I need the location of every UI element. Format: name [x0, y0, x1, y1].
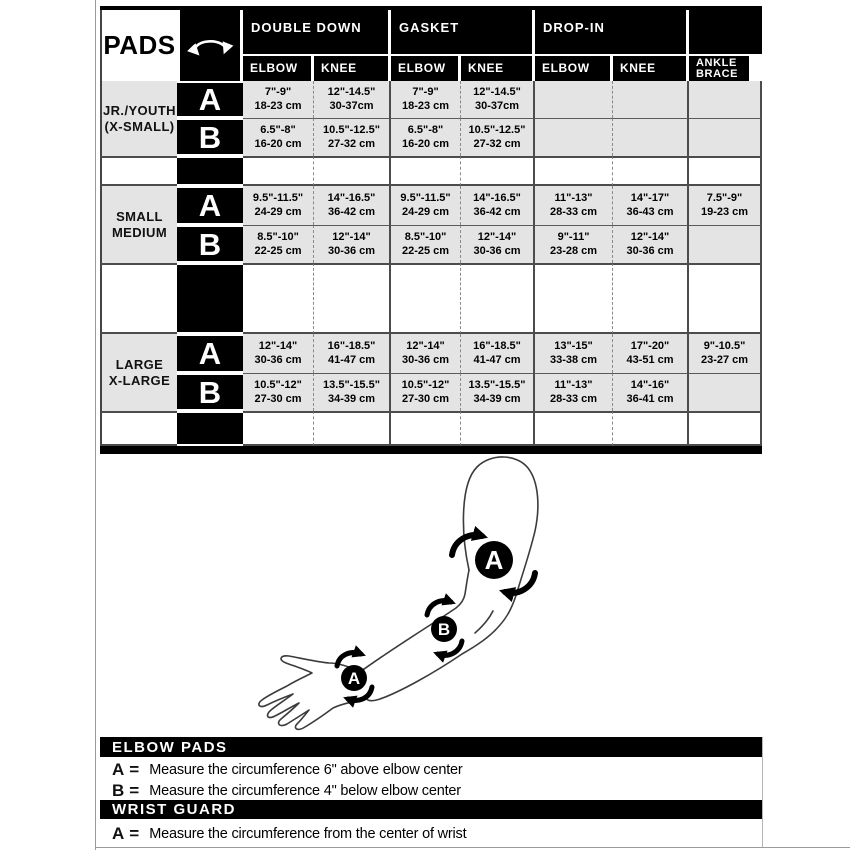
pads-sizing-table	[100, 6, 762, 454]
row-letter-a: A	[177, 334, 243, 373]
cell-sm-b-di-elbow: 9"-11" 23-28 cm	[535, 225, 613, 263]
cell-jr-b-g-knee: 10.5"-12.5" 27-32 cm	[461, 118, 535, 156]
cell-jr-b-ankle	[689, 118, 762, 156]
sub-header-g-elbow: ELBOW	[391, 56, 461, 81]
section-title: WRIST GUARD	[112, 801, 236, 818]
legend-text: Measure the circumference from the center of wrist	[149, 826, 467, 842]
letter-column-spacer	[177, 156, 243, 186]
cell-sm-b-g-elbow: 8.5"-10" 22-25 cm	[391, 225, 461, 263]
cell-sm-a-g-knee: 14"-16.5" 36-42 cm	[461, 186, 535, 225]
marker-upper-arm-a	[475, 541, 513, 579]
legend-text: Measure the circumference 6" above elbow center	[149, 762, 463, 778]
spacer-cell	[535, 263, 613, 334]
cell-lg-b-dd-knee: 13.5"-15.5" 34-39 cm	[314, 373, 391, 411]
letter-column-spacer	[177, 411, 243, 446]
cell-jr-b-di-knee	[613, 118, 689, 156]
row-letter-b: B	[177, 373, 243, 411]
svg-text:B: B	[437, 620, 451, 639]
row-letter-b: B	[177, 118, 243, 156]
group-header-double-down: DOUBLE DOWN	[243, 10, 391, 56]
legend-letter: A	[112, 760, 126, 779]
size-label-small-medium: SMALL MEDIUM	[100, 186, 177, 263]
row-letter-b: B	[177, 225, 243, 263]
cell-jr-b-dd-elbow: 6.5"-8" 16-20 cm	[243, 118, 314, 156]
cell-lg-a-g-knee: 16"-18.5" 41-47 cm	[461, 334, 535, 373]
legend-item-elbow-a	[112, 760, 463, 780]
cell-lg-a-dd-elbow: 12"-14" 30-36 cm	[243, 334, 314, 373]
sub-header-g-knee: KNEE	[461, 56, 535, 81]
cell-lg-a-di-elbow: 13"-15" 33-38 cm	[535, 334, 613, 373]
group-header-ankle-spacer	[689, 10, 762, 56]
cell-sm-b-dd-knee: 12"-14" 30-36 cm	[314, 225, 391, 263]
legend-item-elbow-b	[112, 781, 461, 801]
spacer-cell	[391, 263, 461, 334]
cell-lg-b-dd-elbow: 10.5"-12" 27-30 cm	[243, 373, 314, 411]
spacer-cell	[613, 263, 689, 334]
spacer-cell	[314, 263, 391, 334]
legend-item-wrist-a	[112, 824, 466, 844]
spacer-cell	[535, 156, 613, 186]
group-header-gasket: GASKET	[391, 10, 535, 56]
svg-text:A: A	[347, 669, 361, 688]
cell-jr-a-dd-elbow: 7"-9" 18-23 cm	[243, 81, 314, 118]
spacer-cell	[243, 156, 314, 186]
sub-header-dd-knee: KNEE	[314, 56, 391, 81]
cell-sm-a-ankle: 7.5"-9" 19-23 cm	[689, 186, 762, 225]
cell-sm-a-g-elbow: 9.5"-11.5" 24-29 cm	[391, 186, 461, 225]
cell-lg-a-g-elbow: 12"-14" 30-36 cm	[391, 334, 461, 373]
spacer-cell	[461, 156, 535, 186]
legend-equals: =	[129, 824, 140, 843]
cell-sm-a-dd-knee: 14"-16.5" 36-42 cm	[314, 186, 391, 225]
cell-lg-a-dd-knee: 16"-18.5" 41-47 cm	[314, 334, 391, 373]
section-title: ELBOW PADS	[112, 738, 228, 756]
sub-header-di-knee: KNEE	[613, 56, 689, 81]
cell-jr-a-di-elbow	[535, 81, 613, 118]
section-bar-elbow-pads	[100, 737, 762, 757]
size-label-jr-youth: JR./YOUTH (X-SMALL)	[100, 81, 177, 156]
cell-lg-b-g-elbow: 10.5"-12" 27-30 cm	[391, 373, 461, 411]
spacer-cell	[689, 156, 762, 186]
spacer-cell	[391, 411, 461, 446]
cell-jr-a-dd-knee: 12"-14.5" 30-37cm	[314, 81, 391, 118]
spacer-cell	[689, 411, 762, 446]
legend-letter: B	[112, 781, 126, 800]
legend-text: Measure the circumference 4" below elbow center	[149, 783, 461, 799]
cell-lg-b-g-knee: 13.5"-15.5" 34-39 cm	[461, 373, 535, 411]
sub-header-di-elbow: ELBOW	[535, 56, 613, 81]
svg-text:A: A	[484, 545, 504, 575]
spacer-cell	[535, 411, 613, 446]
cell-jr-a-ankle	[689, 81, 762, 118]
arm-diagram-svg	[228, 452, 592, 738]
cell-jr-b-di-elbow	[535, 118, 613, 156]
cell-lg-a-ankle: 9"-10.5" 23-27 cm	[689, 334, 762, 373]
cell-sm-b-dd-elbow: 8.5"-10" 22-25 cm	[243, 225, 314, 263]
marker-wrist-a	[341, 665, 367, 691]
rotate-measure-icon-cell	[177, 10, 243, 81]
cell-jr-a-g-knee: 12"-14.5" 30-37cm	[461, 81, 535, 118]
cell-sm-b-di-knee: 12"-14" 30-36 cm	[613, 225, 689, 263]
spacer-cell	[314, 411, 391, 446]
cell-sm-a-di-knee: 14"-17" 36-43 cm	[613, 186, 689, 225]
spacer-cell	[243, 411, 314, 446]
cell-jr-a-di-knee	[613, 81, 689, 118]
cell-lg-b-ankle	[689, 373, 762, 411]
cell-sm-a-di-elbow: 11"-13" 28-33 cm	[535, 186, 613, 225]
cell-lg-a-di-knee: 17"-20" 43-51 cm	[613, 334, 689, 373]
cell-jr-a-g-elbow: 7"-9" 18-23 cm	[391, 81, 461, 118]
size-label-large-xlarge: LARGE X-LARGE	[100, 334, 177, 411]
spacer-cell	[100, 156, 177, 186]
cell-lg-b-di-knee: 14"-16" 36-41 cm	[613, 373, 689, 411]
cell-jr-b-g-elbow: 6.5"-8" 16-20 cm	[391, 118, 461, 156]
cell-sm-b-g-knee: 12"-14" 30-36 cm	[461, 225, 535, 263]
table-title: PADS	[100, 10, 177, 81]
spacer-cell	[100, 411, 177, 446]
marker-forearm-b	[431, 616, 457, 642]
legend-equals: =	[129, 760, 140, 779]
spacer-cell	[243, 263, 314, 334]
spacer-cell	[461, 263, 535, 334]
cell-lg-b-di-elbow: 11"-13" 28-33 cm	[535, 373, 613, 411]
sub-header-dd-elbow: ELBOW	[243, 56, 314, 81]
legend-equals: =	[129, 781, 140, 800]
cell-sm-b-ankle	[689, 225, 762, 263]
sub-header-ankle-brace: ANKLE BRACE	[689, 56, 749, 81]
letter-column-spacer	[177, 263, 243, 334]
page-left-rule	[95, 0, 96, 850]
row-letter-a: A	[177, 81, 243, 118]
section-bar-wrist-guard	[100, 800, 762, 819]
cell-sm-a-dd-elbow: 9.5"-11.5" 24-29 cm	[243, 186, 314, 225]
spacer-cell	[314, 156, 391, 186]
spacer-cell	[613, 156, 689, 186]
group-header-drop-in: DROP-IN	[535, 10, 689, 56]
legend-right-rule	[762, 737, 763, 847]
row-letter-a: A	[177, 186, 243, 225]
spacer-cell	[461, 411, 535, 446]
spacer-cell	[391, 156, 461, 186]
spacer-cell	[689, 263, 762, 334]
arm-measurement-diagram	[228, 452, 592, 738]
page-bottom-rule	[95, 847, 850, 848]
arm-outline	[259, 457, 538, 729]
spacer-cell	[100, 263, 177, 334]
rotate-measure-icon	[184, 31, 236, 61]
cell-jr-b-dd-knee: 10.5"-12.5" 27-32 cm	[314, 118, 391, 156]
legend-letter: A	[112, 824, 126, 843]
spacer-cell	[613, 411, 689, 446]
